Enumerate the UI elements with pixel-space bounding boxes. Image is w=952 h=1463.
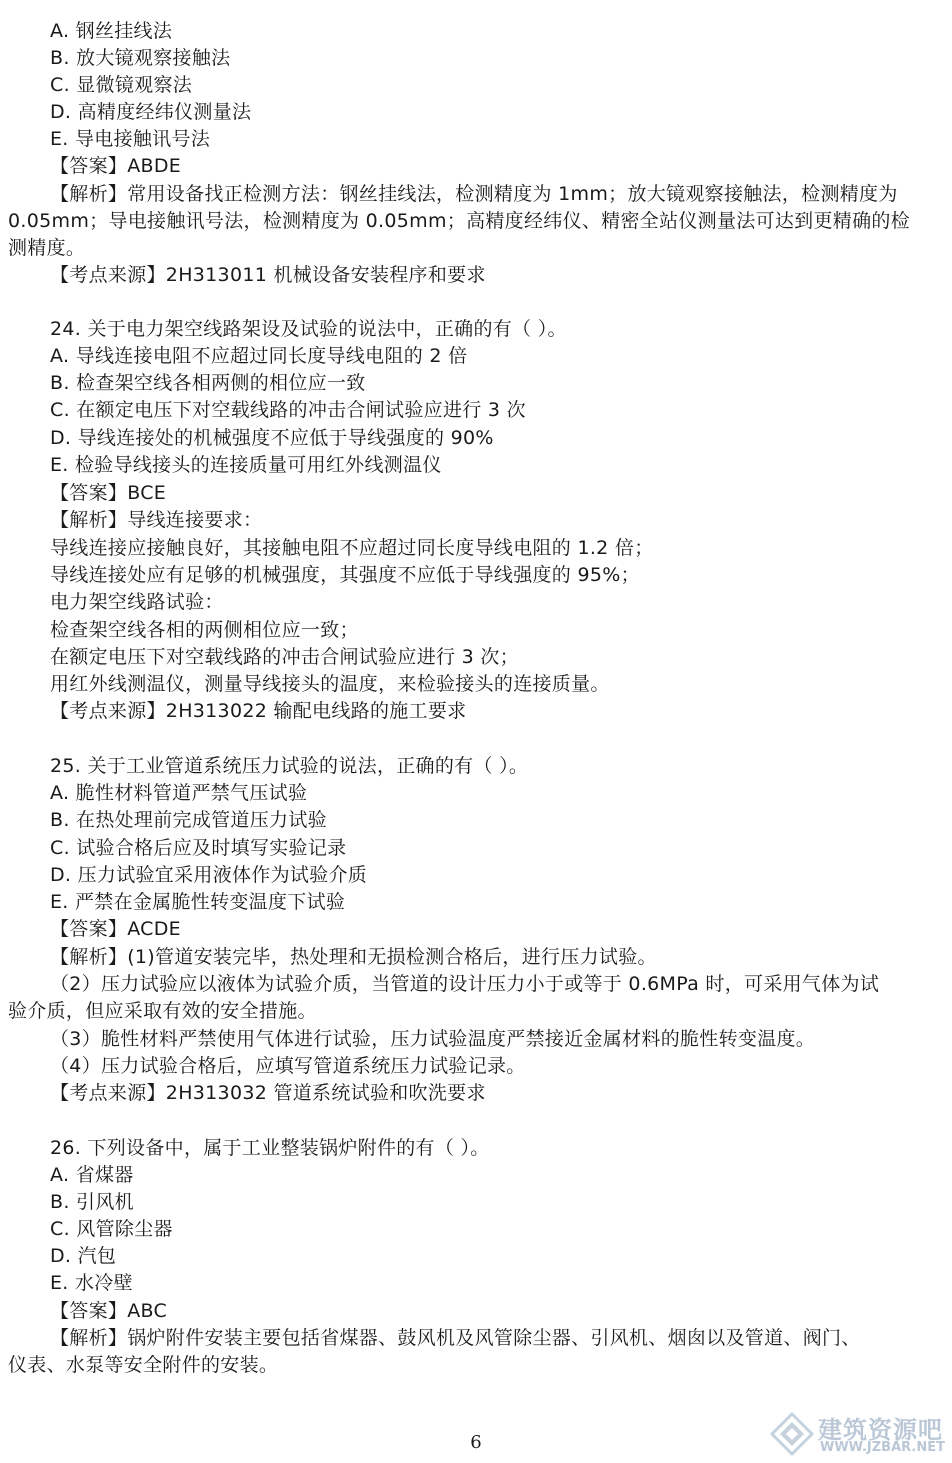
q24-option-c: C. 在额定电压下对空载线路的冲击合闸试验应进行 3 次 (50, 399, 526, 421)
q24-option-d: D. 导线连接处的机械强度不应低于导线强度的 90% (50, 427, 494, 449)
q25-analysis-line5: （4）压力试验合格后，应填写管道系统压力试验记录。 (50, 1055, 526, 1077)
q23-option-a: A. 钢丝挂线法 (50, 20, 173, 42)
q24-analysis-line1: 【解析】导线连接要求： (50, 509, 263, 531)
q26-analysis-line2: 仪表、水泵等安全附件的安装。 (8, 1354, 279, 1376)
q25-analysis-line3: 验介质，但应采取有效的安全措施。 (8, 1000, 317, 1022)
q25-analysis-line4: （3）脆性材料严禁使用气体进行试验，压力试验温度严禁接近金属材料的脆性转变温度。 (50, 1028, 816, 1050)
q24-answer: 【答案】BCE (50, 482, 167, 504)
q24-analysis-line4: 电力架空线路试验： (50, 591, 224, 613)
q25-analysis-line2: （2）压力试验应以液体为试验介质，当管道的设计压力小于或等于 0.6MPa 时，可采用气体为试 (50, 973, 880, 995)
q24-option-a: A. 导线连接电阻不应超过同长度导线电阻的 2 倍 (50, 345, 468, 367)
q25-analysis-line1: 【解析】(1)管道安装完毕，热处理和无损检测合格后，进行压力试验。 (50, 946, 657, 968)
q25-option-e: E. 严禁在金属脆性转变温度下试验 (50, 891, 346, 913)
q26-option-e: E. 水冷壁 (50, 1272, 133, 1294)
q25-option-c: C. 试验合格后应及时填写实验记录 (50, 837, 347, 859)
q23-option-d: D. 高精度经纬仪测量法 (50, 101, 252, 123)
q25-option-d: D. 压力试验宜采用液体作为试验介质 (50, 864, 368, 886)
q23-source: 【考点来源】2H313011 机械设备安装程序和要求 (50, 264, 486, 286)
q23-option-b: B. 放大镜观察接触法 (50, 47, 231, 69)
q23-analysis-line2: 0.05mm；导电接触讯号法，检测精度为 0.05mm；高精度经纬仪、精密全站仪测量法可达到更精确的检 (8, 210, 910, 232)
q25-option-b: B. 在热处理前完成管道压力试验 (50, 809, 327, 831)
q23-option-c: C. 显微镜观察法 (50, 74, 193, 96)
q25-question: 25. 关于工业管道系统压力试验的说法，正确的有（ ）。 (50, 755, 529, 777)
q24-option-b: B. 检查架空线各相两侧的相位应一致 (50, 372, 366, 394)
q25-option-a: A. 脆性材料管道严禁气压试验 (50, 782, 308, 804)
q23-option-e: E. 导电接触讯号法 (50, 128, 211, 150)
q24-analysis-line6: 在额定电压下对空载线路的冲击合闸试验应进行 3 次； (50, 646, 519, 668)
q24-analysis-line3: 导线连接处应有足够的机械强度，其强度不应低于导线强度的 95%； (50, 564, 640, 586)
q25-source: 【考点来源】2H313032 管道系统试验和吹洗要求 (50, 1082, 486, 1104)
q24-analysis-line2: 导线连接应接触良好，其接触电阻不应超过同长度导线电阻的 1.2 倍； (50, 537, 654, 559)
diamond-logo-icon (770, 1412, 814, 1460)
watermark (766, 1408, 946, 1460)
page-number: 6 (470, 1432, 482, 1453)
q24-question: 24. 关于电力架空线路架设及试验的说法中，正确的有（ ）。 (50, 318, 567, 340)
q24-option-e: E. 检验导线接头的连接质量可用红外线测温仪 (50, 454, 442, 476)
q24-source: 【考点来源】2H313022 输配电线路的施工要求 (50, 700, 467, 722)
watermark-title: 建筑资源吧 (818, 1416, 943, 1444)
q26-option-d: D. 汽包 (50, 1245, 117, 1267)
q24-analysis-line7: 用红外线测温仪，测量导线接头的温度，来检验接头的连接质量。 (50, 673, 610, 695)
q25-answer: 【答案】ACDE (50, 918, 181, 940)
q23-analysis-line3: 测精度。 (8, 237, 86, 259)
q23-answer: 【答案】ABDE (50, 155, 182, 177)
watermark-url: WWW.JZBAR.NET (820, 1440, 945, 1455)
q26-answer: 【答案】ABC (50, 1300, 168, 1322)
q26-question: 26. 下列设备中，属于工业整装锅炉附件的有（ ）。 (50, 1137, 490, 1159)
q26-analysis-line1: 【解析】锅炉附件安装主要包括省煤器、鼓风机及风管除尘器、引风机、烟囱以及管道、阀门、 (50, 1327, 861, 1349)
q26-option-b: B. 引风机 (50, 1191, 134, 1213)
q26-option-c: C. 风管除尘器 (50, 1218, 173, 1240)
q26-option-a: A. 省煤器 (50, 1164, 134, 1186)
q23-analysis-line1: 【解析】常用设备找正检测方法：钢丝挂线法，检测精度为 1mm；放大镜观察接触法，检测精度为 (50, 183, 898, 205)
q24-analysis-line5: 检查架空线各相的两侧相位应一致； (50, 619, 359, 641)
